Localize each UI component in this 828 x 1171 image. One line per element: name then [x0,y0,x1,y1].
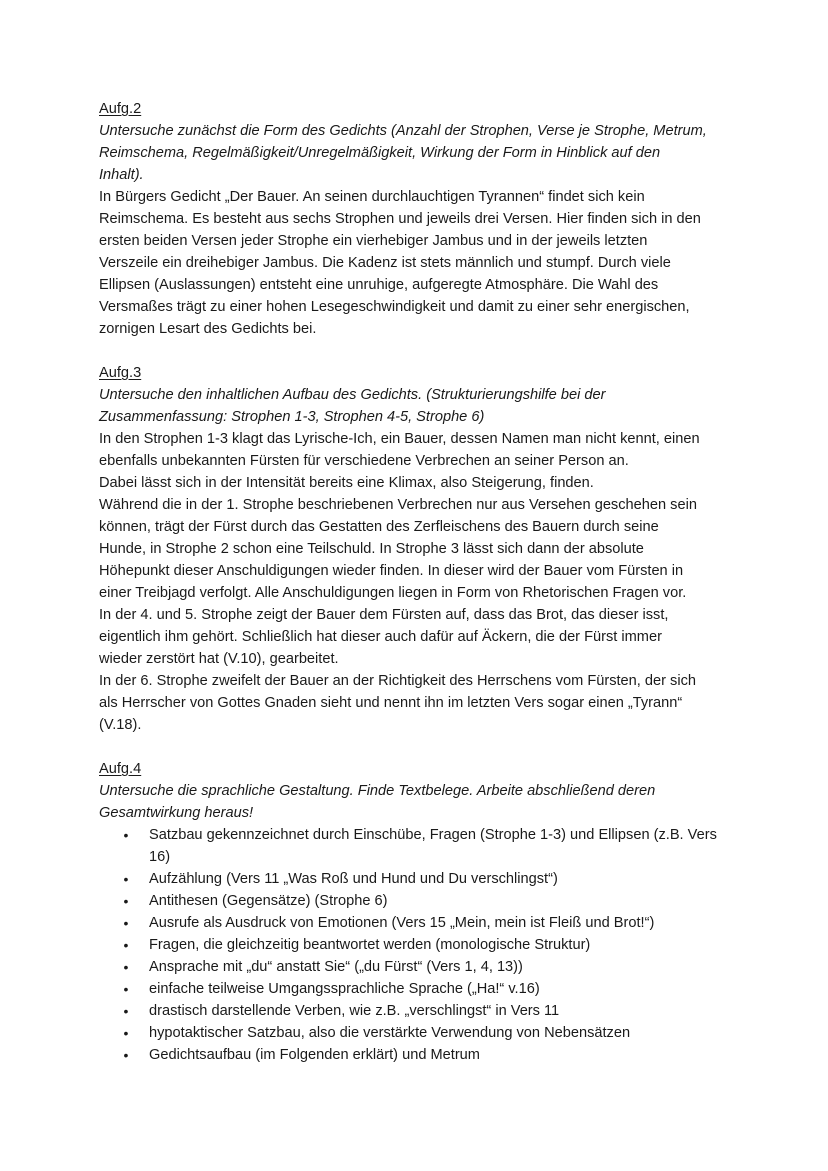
body-line: als Herrscher von Gottes Gnaden sieht und nennt ihn im letzten Vers sogar einen „Tyrann“ [99,695,683,711]
body-line: In der 4. und 5. Strophe zeigt der Bauer dem Fürsten auf, dass das Brot, das dieser isst, [99,607,669,623]
list-item [99,934,729,956]
section-heading: Aufg.4 [99,761,142,777]
bullet-list [99,824,729,1066]
body-line: ersten beiden Versen jeder Strophe ein vierhebiger Jambus und in der jeweils letzten [99,233,648,249]
body-line: Ellipsen (Auslassungen) entsteht eine unruhige, aufgeregte Atmosphäre. Die Wahl des [99,277,659,293]
body-line: (V.18). [99,717,142,733]
bullet-icon: • [123,915,129,931]
bullet-icon: • [123,1025,129,1041]
list-item-text: einfache teilweise Umgangssprachliche Sprache („Ha!“ v.16) [149,981,540,997]
body-line: In Bürgers Gedicht „Der Bauer. An seinen durchlauchtigen Tyrannen“ findet sich kein [99,189,645,205]
list-item-text: Antithesen (Gegensätze) (Strophe 6) [149,893,388,909]
body-line: Reimschema. Es besteht aus sechs Strophen und jeweils drei Versen. Hier finden sich in den [99,211,701,227]
task-line: Untersuche den inhaltlichen Aufbau des Gedichts. (Strukturierungshilfe bei der [99,387,606,403]
body-line: wieder zerstört hat (V.10), gearbeitet. [99,651,339,667]
list-item-text: Aufzählung (Vers 11 „Was Roß und Hund und Du verschlingst“) [149,871,558,887]
section-heading: Aufg.2 [99,101,142,117]
task-line: Zusammenfassung: Strophen 1-3, Strophen 4-5, Strophe 6) [99,409,485,425]
list-item [99,868,729,890]
section-aufg3 [99,362,729,736]
list-item-text: Satzbau gekennzeichnet durch Einschübe, Fragen (Strophe 1-3) und Ellipsen (z.B. Vers 16) [149,827,717,865]
body-line: ebenfalls unbekannten Fürsten für verschiedene Verbrechen an seiner Person an. [99,453,629,469]
list-item [99,890,729,912]
list-item [99,1000,729,1022]
task-line: Reimschema, Regelmäßigkeit/Unregelmäßigkeit, Wirkung der Form in Hinblick auf den [99,145,661,161]
list-item-text: Fragen, die gleichzeitig beantwortet werden (monologische Struktur) [149,937,591,953]
section-heading: Aufg.3 [99,365,142,381]
task-line: Untersuche zunächst die Form des Gedichts (Anzahl der Strophen, Verse je Strophe, Metrum, [99,123,707,139]
list-item [99,956,729,978]
body-line: können, trägt der Fürst durch das Gestatten des Zerfleischens des Bauern durch seine [99,519,659,535]
task-line: Untersuche die sprachliche Gestaltung. Finde Textbelege. Arbeite abschließend deren [99,783,656,799]
bullet-icon: • [123,959,129,975]
body-line: zornigen Lesart des Gedichts bei. [99,321,317,337]
body-line: Während die in der 1. Strophe beschriebenen Verbrechen nur aus Versehen geschehen sein [99,497,697,513]
bullet-icon: • [123,981,129,997]
body-line: Höhepunkt dieser Anschuldigungen wieder finden. In dieser wird der Bauer vom Fürsten in [99,563,684,579]
body-line: Hunde, in Strophe 2 schon eine Teilschuld. In Strophe 3 lässt sich dann der absolute [99,541,644,557]
bullet-icon: • [123,827,129,843]
list-item-text: hypotaktischer Satzbau, also die verstärkte Verwendung von Nebensätzen [149,1025,631,1041]
list-item-text: Ansprache mit „du“ anstatt Sie“ („du Fürst“ (Vers 1, 4, 13)) [149,959,523,975]
body-line: Dabei lässt sich in der Intensität bereits eine Klimax, also Steigerung, finden. [99,475,594,491]
body-line: In den Strophen 1-3 klagt das Lyrische-Ich, ein Bauer, dessen Namen man nicht kennt, einen [99,431,700,447]
list-item [99,1022,729,1044]
body-line: Versmaßes trägt zu einer hohen Lesegeschwindigkeit und damit zu einer sehr energischen, [99,299,690,315]
body-line: In der 6. Strophe zweifelt der Bauer an der Richtigkeit des Herrschens vom Fürsten, der sich [99,673,696,689]
document-page [99,98,729,1088]
list-item-text: drastisch darstellende Verben, wie z.B. „verschlingst“ in Vers 11 [149,1003,560,1019]
body-line: Verszeile ein dreihebiger Jambus. Die Kadenz ist stets männlich und stumpf. Durch viele [99,255,671,271]
list-item-text: Gedichtsaufbau (im Folgenden erklärt) und Metrum [149,1047,480,1063]
section-aufg2 [99,98,729,340]
list-item-text: Ausrufe als Ausdruck von Emotionen (Vers 15 „Mein, mein ist Fleiß und Brot!“) [149,915,655,931]
list-item [99,978,729,1000]
bullet-icon: • [123,1047,129,1063]
body-line: eigentlich ihm gehört. Schließlich hat dieser auch dafür auf Äckern, die der Fürst immer [99,629,662,645]
list-item [99,1044,729,1066]
section-aufg4 [99,758,729,1066]
bullet-icon: • [123,893,129,909]
task-line: Gesamtwirkung heraus! [99,805,254,821]
list-item [99,824,729,868]
bullet-icon: • [123,871,129,887]
list-item [99,912,729,934]
bullet-icon: • [123,937,129,953]
bullet-icon: • [123,1003,129,1019]
task-line: Inhalt). [99,167,144,183]
body-line: einer Treibjagd verfolgt. Alle Anschuldigungen liegen in Form von Rhetorischen Fragen vor. [99,585,687,601]
